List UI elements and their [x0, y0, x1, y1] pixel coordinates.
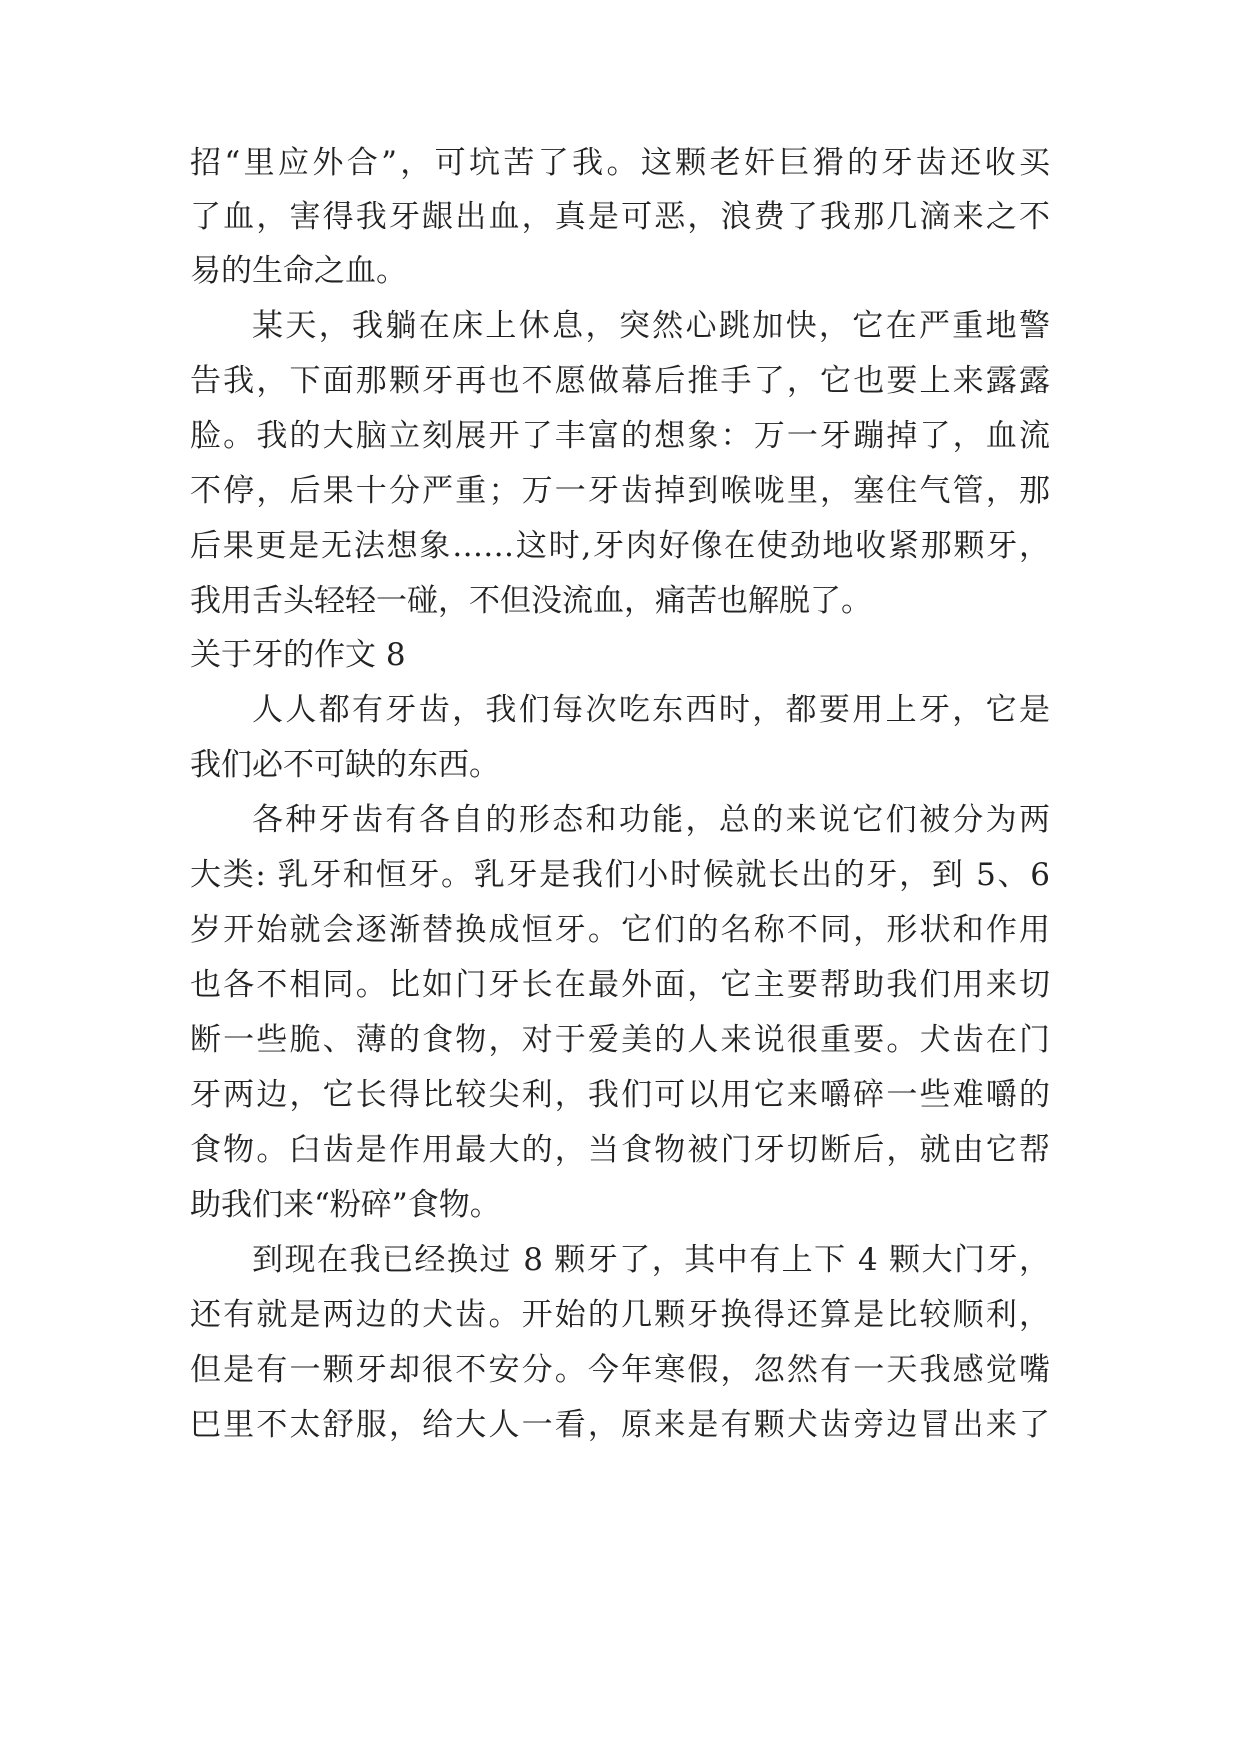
- text-line: 脸。我的大脑立刻展开了丰富的想象：万一牙蹦掉了，血流: [190, 418, 1050, 454]
- text-line: 后果更是无法想象……这时,牙肉好像在使劲地收紧那颗牙，: [190, 528, 1050, 564]
- text-line: 了血，害得我牙龈出血，真是可恶，浪费了我那几滴来之不: [190, 199, 1050, 235]
- text-line: 岁开始就会逐渐替换成恒牙。它们的名称不同，形状和作用: [190, 912, 1050, 948]
- text-line: 食物。臼齿是作用最大的，当食物被门牙切断后，就由它帮: [190, 1132, 1050, 1168]
- section-title: 关于牙的作文 8: [190, 637, 406, 673]
- paragraph-first-line: 各种牙齿有各自的形态和功能，总的来说它们被分为两: [252, 802, 1050, 838]
- paragraph-first-line: 人人都有牙齿，我们每次吃东西时，都要用上牙，它是: [252, 692, 1050, 728]
- text-line: 但是有一颗牙却很不安分。今年寒假，忽然有一天我感觉嘴: [190, 1352, 1050, 1388]
- text-line: 易的生命之血。: [190, 253, 407, 289]
- text-line: 招“里应外合”，可坑苦了我。这颗老奸巨猾的牙齿还收买: [190, 145, 1050, 181]
- text-line: 我们必不可缺的东西。: [190, 747, 500, 783]
- paragraph-first-line: 某天，我躺在床上休息，突然心跳加快，它在严重地警: [252, 308, 1050, 344]
- paragraph-first-line: 到现在我已经换过 8 颗牙了，其中有上下 4 颗大门牙，: [252, 1242, 1050, 1278]
- text-line: 断一些脆、薄的食物，对于爱美的人来说很重要。犬齿在门: [190, 1022, 1050, 1058]
- text-line: 不停，后果十分严重；万一牙齿掉到喉咙里，塞住气管，那: [190, 473, 1050, 509]
- text-line: 我用舌头轻轻一碰，不但没流血，痛苦也解脱了。: [190, 583, 872, 619]
- text-line: 大类: 乳牙和恒牙。乳牙是我们小时候就长出的牙，到 5、6: [190, 857, 1050, 893]
- text-line: 也各不相同。比如门牙长在最外面，它主要帮助我们用来切: [190, 967, 1050, 1003]
- text-line: 助我们来“粉碎”食物。: [190, 1187, 501, 1223]
- text-line: 告我，下面那颗牙再也不愿做幕后推手了，它也要上来露露: [190, 363, 1050, 399]
- text-line: 牙两边，它长得比较尖利，我们可以用它来嚼碎一些难嚼的: [190, 1077, 1050, 1113]
- text-line: 巴里不太舒服，给大人一看，原来是有颗犬齿旁边冒出来了: [190, 1407, 1050, 1443]
- text-line: 还有就是两边的犬齿。开始的几颗牙换得还算是比较顺利，: [190, 1297, 1050, 1333]
